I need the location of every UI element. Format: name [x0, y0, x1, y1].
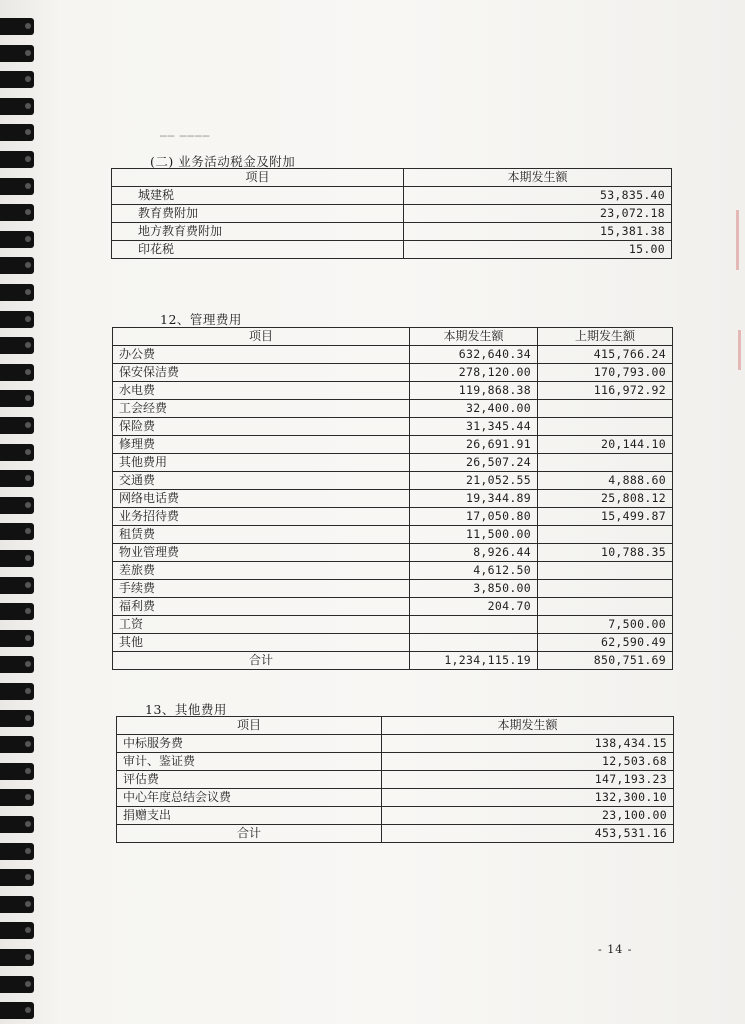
item-cell: 手续费: [113, 580, 410, 598]
current-amount-cell: 119,868.38: [410, 382, 538, 400]
item-cell: 租赁费: [113, 526, 410, 544]
previous-amount-cell: [538, 400, 673, 418]
current-amount-cell: [410, 634, 538, 652]
table-row: [117, 771, 674, 789]
binding-ring: [0, 71, 34, 88]
column-header: 项目: [117, 717, 382, 735]
current-amount-cell: 15.00: [404, 241, 672, 259]
item-cell: 差旅费: [113, 562, 410, 580]
previous-amount-cell: 7,500.00: [538, 616, 673, 634]
item-cell: 教育费附加: [112, 205, 404, 223]
table-row: [113, 562, 673, 580]
previous-amount-cell: [538, 526, 673, 544]
table-row: [113, 346, 673, 364]
current-amount-cell: 4,612.50: [410, 562, 538, 580]
table-header-row: [113, 328, 673, 346]
binding-ring: [0, 444, 34, 461]
item-cell: 交通费: [113, 472, 410, 490]
binding-ring: [0, 550, 34, 567]
table-row: [117, 753, 674, 771]
current-amount-cell: 138,434.15: [382, 735, 674, 753]
previous-amount-cell: [538, 562, 673, 580]
binding-ring: [0, 470, 34, 487]
item-cell: 福利费: [113, 598, 410, 616]
binding-ring: [0, 18, 34, 35]
previous-amount-cell: 20,144.10: [538, 436, 673, 454]
table-row: [113, 616, 673, 634]
table-row: [113, 580, 673, 598]
binding-ring: [0, 523, 34, 540]
binding-ring: [0, 231, 34, 248]
table-row: [112, 205, 672, 223]
table-row: [113, 508, 673, 526]
table-row: [113, 418, 673, 436]
total-previous-amount: 850,751.69: [538, 652, 673, 670]
column-header: 项目: [113, 328, 410, 346]
current-amount-cell: 17,050.80: [410, 508, 538, 526]
item-cell: 其他费用: [113, 454, 410, 472]
total-row: [113, 652, 673, 670]
previous-amount-cell: 116,972.92: [538, 382, 673, 400]
total-current-amount: 1,234,115.19: [410, 652, 538, 670]
item-cell: 物业管理费: [113, 544, 410, 562]
current-amount-cell: [410, 616, 538, 634]
binding-ring: [0, 124, 34, 141]
tax-table: [111, 168, 672, 259]
binding-ring: [0, 949, 34, 966]
column-header: 本期发生额: [410, 328, 538, 346]
previous-amount-cell: 415,766.24: [538, 346, 673, 364]
column-header: 本期发生额: [382, 717, 674, 735]
item-cell: 工会经费: [113, 400, 410, 418]
column-header: 项目: [112, 169, 404, 187]
previous-amount-cell: 62,590.49: [538, 634, 673, 652]
binding-ring: [0, 390, 34, 407]
table-row: [113, 472, 673, 490]
binding-ring: [0, 284, 34, 301]
binding-ring: [0, 763, 34, 780]
table-row: [113, 490, 673, 508]
previous-amount-cell: [538, 454, 673, 472]
previous-amount-cell: 4,888.60: [538, 472, 673, 490]
item-cell: 网络电话费: [113, 490, 410, 508]
management-expenses-table: [112, 327, 673, 670]
current-amount-cell: 12,503.68: [382, 753, 674, 771]
other-expenses-title: 13、其他费用: [145, 702, 227, 717]
current-amount-cell: 23,100.00: [382, 807, 674, 825]
column-header: 上期发生额: [538, 328, 673, 346]
current-amount-cell: 23,072.18: [404, 205, 672, 223]
item-cell: 保安保洁费: [113, 364, 410, 382]
spiral-binding: [0, 0, 40, 1024]
binding-ring: [0, 869, 34, 886]
item-cell: 修理费: [113, 436, 410, 454]
current-amount-cell: 204.70: [410, 598, 538, 616]
binding-ring: [0, 151, 34, 168]
previous-amount-cell: 25,808.12: [538, 490, 673, 508]
current-amount-cell: 19,344.89: [410, 490, 538, 508]
binding-ring: [0, 178, 34, 195]
item-cell: 城建税: [112, 187, 404, 205]
current-amount-cell: 147,193.23: [382, 771, 674, 789]
item-cell: 地方教育费附加: [112, 223, 404, 241]
table-row: [117, 789, 674, 807]
binding-ring: [0, 683, 34, 700]
binding-ring: [0, 98, 34, 115]
table-row: [113, 400, 673, 418]
table-row: [112, 223, 672, 241]
binding-ring: [0, 311, 34, 328]
item-cell: 其他: [113, 634, 410, 652]
item-cell: 办公费: [113, 346, 410, 364]
item-cell: 中标服务费: [117, 735, 382, 753]
table-row: [113, 544, 673, 562]
binding-ring: [0, 816, 34, 833]
current-amount-cell: 278,120.00: [410, 364, 538, 382]
binding-ring: [0, 656, 34, 673]
current-amount-cell: 26,691.91: [410, 436, 538, 454]
current-amount-cell: 15,381.38: [404, 223, 672, 241]
previous-amount-cell: [538, 580, 673, 598]
table-row: [113, 454, 673, 472]
table-row: [113, 598, 673, 616]
binding-ring: [0, 896, 34, 913]
binding-ring: [0, 1002, 34, 1019]
current-amount-cell: 11,500.00: [410, 526, 538, 544]
table-row: [113, 634, 673, 652]
bleed-through-text: ━━ ━━━━: [160, 130, 211, 143]
previous-amount-cell: 170,793.00: [538, 364, 673, 382]
item-cell: 保险费: [113, 418, 410, 436]
binding-ring: [0, 922, 34, 939]
current-amount-cell: 132,300.10: [382, 789, 674, 807]
current-amount-cell: 26,507.24: [410, 454, 538, 472]
binding-ring: [0, 364, 34, 381]
current-amount-cell: 21,052.55: [410, 472, 538, 490]
binding-ring: [0, 257, 34, 274]
item-cell: 评估费: [117, 771, 382, 789]
table-row: [112, 241, 672, 259]
item-cell: 捐赠支出: [117, 807, 382, 825]
table-row: [113, 364, 673, 382]
item-cell: 水电费: [113, 382, 410, 400]
binding-ring: [0, 577, 34, 594]
binding-ring: [0, 417, 34, 434]
table-row: [113, 526, 673, 544]
management-expenses-title: 12、管理费用: [160, 312, 242, 327]
binding-ring: [0, 45, 34, 62]
binding-ring: [0, 976, 34, 993]
current-amount-cell: 31,345.44: [410, 418, 538, 436]
total-label: 合计: [117, 825, 382, 843]
item-cell: 业务招待费: [113, 508, 410, 526]
current-amount-cell: 632,640.34: [410, 346, 538, 364]
current-amount-cell: 8,926.44: [410, 544, 538, 562]
binding-ring: [0, 630, 34, 647]
table-row: [112, 187, 672, 205]
binding-ring: [0, 204, 34, 221]
item-cell: 工资: [113, 616, 410, 634]
total-current-amount: 453,531.16: [382, 825, 674, 843]
total-label: 合计: [113, 652, 410, 670]
item-cell: 审计、鉴证费: [117, 753, 382, 771]
previous-amount-cell: 15,499.87: [538, 508, 673, 526]
table-header-row: [117, 717, 674, 735]
binding-ring: [0, 603, 34, 620]
column-header: 本期发生额: [404, 169, 672, 187]
binding-ring: [0, 736, 34, 753]
page-number: - 14 -: [598, 943, 633, 956]
item-cell: 中心年度总结会议费: [117, 789, 382, 807]
binding-ring: [0, 337, 34, 354]
previous-amount-cell: [538, 418, 673, 436]
binding-ring: [0, 789, 34, 806]
red-stamp-edge: [738, 330, 741, 370]
previous-amount-cell: [538, 598, 673, 616]
red-stamp-edge: [736, 210, 739, 270]
item-cell: 印花税: [112, 241, 404, 259]
total-row: [117, 825, 674, 843]
binding-ring: [0, 843, 34, 860]
table-header-row: [112, 169, 672, 187]
other-expenses-table: [116, 716, 674, 843]
current-amount-cell: 3,850.00: [410, 580, 538, 598]
binding-ring: [0, 710, 34, 727]
current-amount-cell: 32,400.00: [410, 400, 538, 418]
table-row: [117, 807, 674, 825]
current-amount-cell: 53,835.40: [404, 187, 672, 205]
table-row: [117, 735, 674, 753]
binding-ring: [0, 497, 34, 514]
previous-amount-cell: 10,788.35: [538, 544, 673, 562]
table-row: [113, 382, 673, 400]
table-row: [113, 436, 673, 454]
section-header: (二) 业务活动税金及附加: [150, 154, 296, 169]
